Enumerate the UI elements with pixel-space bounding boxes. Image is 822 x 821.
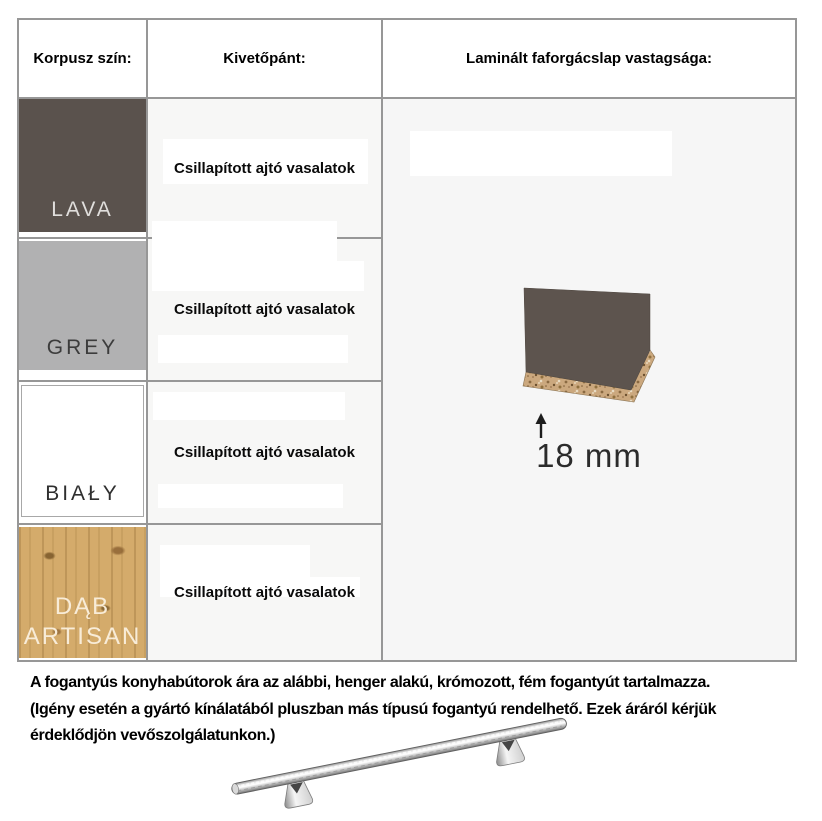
header-vastagsag: Laminált faforgácslap vastagsága: — [383, 20, 795, 97]
erased-area — [158, 484, 343, 508]
erased-area — [160, 545, 310, 581]
color-swatch-dab-artisan — [19, 527, 146, 658]
color-cell-lava — [19, 99, 146, 237]
note-line: A fogantyús konyhabútorok ára az alábbi, henger alakú, krómozott, fém fogantyút tartalmazza. — [30, 674, 711, 691]
hinge-text: Csillapított ajtó vasalatok — [174, 444, 355, 461]
swatch-label: LAVA — [51, 197, 114, 221]
spec-table — [17, 18, 797, 662]
board-top-face — [524, 288, 650, 390]
erased-area — [153, 392, 345, 420]
chipboard-illustration — [383, 99, 795, 660]
hinge-cell — [148, 382, 381, 523]
color-cell-dab-artisan — [19, 525, 146, 660]
swatch-label: BIAŁY — [45, 481, 120, 505]
hinge-cell — [148, 99, 381, 237]
thickness-cell — [383, 99, 795, 660]
hinge-cell — [148, 239, 381, 380]
erased-area — [152, 221, 337, 263]
color-swatch-grey — [19, 241, 146, 370]
note-line: (Igény esetén a gyártó kínálatából pluszban más típusú fogantyú rendelhető. Ezek áráról kérjük — [30, 700, 717, 718]
hinge-text: Csillapított ajtó vasalatok — [174, 301, 355, 318]
color-cell-bialy — [19, 382, 146, 523]
erased-area — [152, 261, 364, 291]
thickness-value: 18 mm — [536, 437, 642, 474]
header-kivetopant: Kivetőpánt: — [148, 20, 381, 97]
color-cell-grey — [19, 239, 146, 380]
erased-area — [158, 335, 348, 363]
color-swatch-lava — [19, 99, 146, 232]
hinge-text: Csillapított ajtó vasalatok — [174, 159, 355, 177]
up-arrow-icon — [536, 413, 547, 438]
swatch-label: DĄB ARTISAN — [23, 593, 142, 650]
note-line: érdeklődjön vevőszolgálatunkon.) — [30, 727, 276, 744]
color-swatch-bialy — [21, 385, 144, 517]
hinge-cell — [148, 525, 381, 660]
header-korpusz-szin: Korpusz szín: — [19, 20, 146, 97]
hinge-text: Csillapított ajtó vasalatok — [174, 584, 355, 601]
swatch-label: GREY — [46, 335, 119, 359]
chrome-handle-image — [215, 712, 600, 818]
